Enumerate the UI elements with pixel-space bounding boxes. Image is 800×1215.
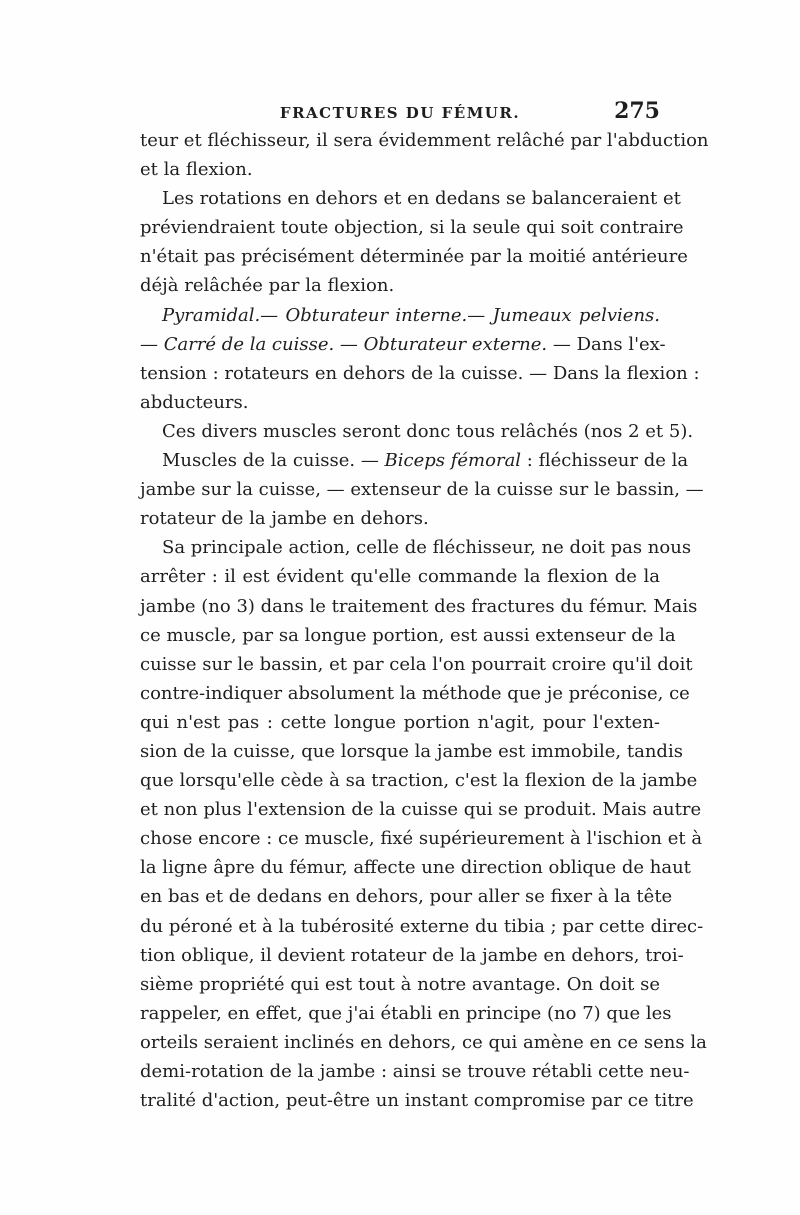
text-line: arrêter : il est évident qu'elle commande la flexion de la xyxy=(140,566,660,588)
text-line: n'était pas précisément déterminée par la moitié antérieure xyxy=(140,246,688,268)
text-line: Muscles de la cuisse. — Biceps fémoral : fléchisseur de la xyxy=(162,450,689,472)
text-line: sion de la cuisse, que lorsque la jambe est immobile, tandis xyxy=(140,740,683,762)
text-line: sième propriété qui est tout à notre avantage. On doit se xyxy=(140,973,660,995)
text-line: abducteurs. xyxy=(140,391,249,413)
text-line: tension : rotateurs en dehors de la cuisse. — Dans la flexion : xyxy=(140,362,700,384)
body-text xyxy=(140,126,709,1115)
text-line: préviendraient toute objection, si la seule qui soit contraire xyxy=(140,217,684,239)
text-line: rotateur de la jambe en dehors. xyxy=(140,508,429,530)
text-line: jambe sur la cuisse, — extenseur de la cuisse sur le bassin, — xyxy=(140,479,704,501)
text-line: et la flexion. xyxy=(140,159,253,181)
text-line: en bas et de dedans en dehors, pour aller se fixer à la tête xyxy=(140,886,673,908)
text-line: que lorsqu'elle cède à sa traction, c'est la flexion de la jambe xyxy=(140,770,698,792)
page-number: 275 xyxy=(614,98,660,124)
text-line: teur et fléchisseur, il sera évidemment relâché par l'abduction xyxy=(140,130,709,151)
text-line: tralité d'action, peut-être un instant compromise par ce titre xyxy=(140,1090,694,1112)
text-line: Pyramidal.— Obturateur interne.— Jumeaux pelviens. xyxy=(162,304,660,326)
text-line: déjà relâchée par la flexion. xyxy=(140,275,395,297)
text-line: Ces divers muscles seront donc tous relâchés (nos 2 et 5). xyxy=(162,420,694,442)
text-line: demi-rotation de la jambe : ainsi se trouve rétabli cette neu- xyxy=(140,1061,690,1082)
text-line: tion oblique, il devient rotateur de la jambe en dehors, troi- xyxy=(140,944,684,966)
text-line: chose encore : ce muscle, fixé supérieurement à l'ischion et à xyxy=(140,828,703,850)
text-line: Sa principale action, celle de fléchisseur, ne doit pas nous xyxy=(162,537,692,559)
running-title: FRACTURES DU FÉMUR. xyxy=(279,104,521,122)
text-line: rappeler, en effet, que j'ai établi en principe (no 7) que les xyxy=(140,1002,672,1024)
text-line: la ligne âpre du fémur, affecte une direction oblique de haut xyxy=(140,857,691,879)
text-line: Les rotations en dehors et en dedans se balanceraient et xyxy=(162,188,681,210)
text-line: ce muscle, par sa longue portion, est aussi extenseur de la xyxy=(140,624,676,646)
text-line: cuisse sur le bassin, et par cela l'on pourrait croire qu'il doit xyxy=(140,653,693,675)
text-line: et non plus l'extension de la cuisse qui se produit. Mais autre xyxy=(140,799,702,821)
text-line: — Carré de la cuisse. — Obturateur externe. — Dans l'ex- xyxy=(140,333,666,355)
text-line: jambe (no 3) dans le traitement des fractures du fémur. Mais xyxy=(140,595,698,617)
running-head xyxy=(140,98,660,126)
text-line: qui n'est pas : cette longue portion n'agit, pour l'exten- xyxy=(140,711,660,733)
text-line: du péroné et à la tubérosité externe du tibia ; par cette direc- xyxy=(140,915,704,937)
text-line: orteils seraient inclinés en dehors, ce qui amène en ce sens la xyxy=(140,1031,707,1053)
text-line: contre-indiquer absolument la méthode que je préconise, ce xyxy=(140,682,690,704)
